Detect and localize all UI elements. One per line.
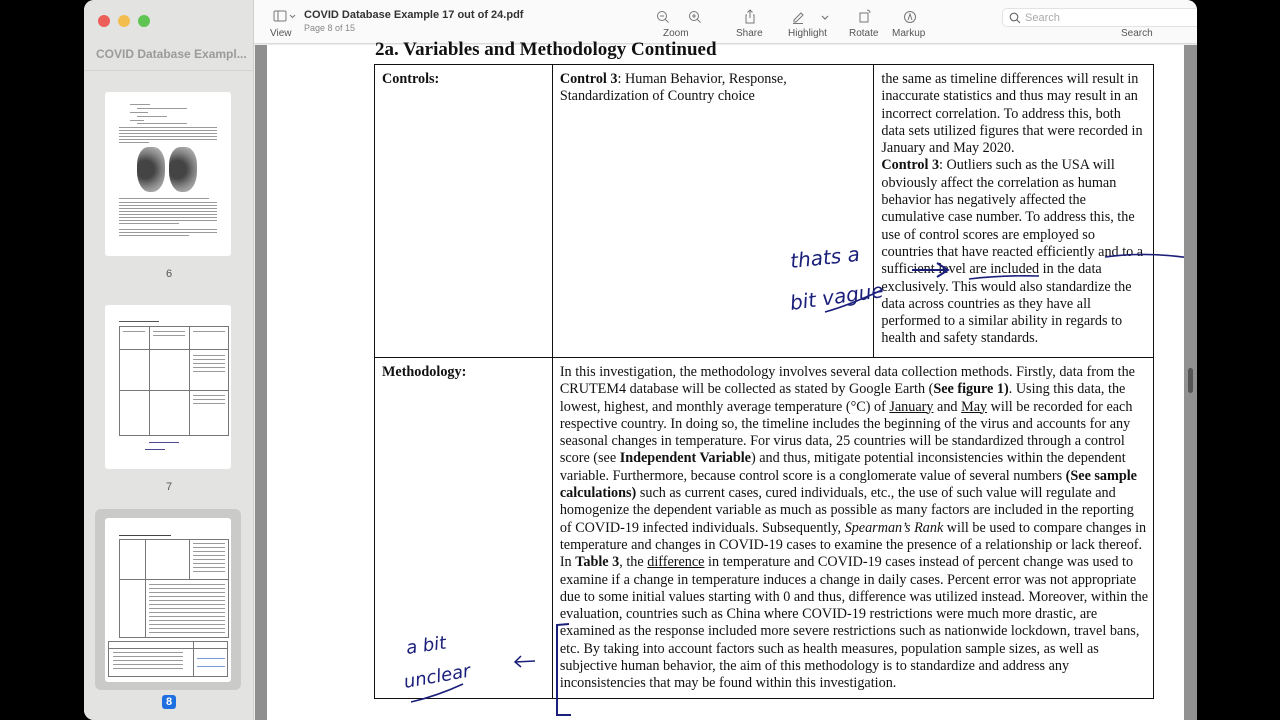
rotate-button[interactable]	[848, 9, 882, 41]
rotate-label: Rotate	[849, 28, 879, 39]
search-field[interactable]	[1002, 8, 1197, 27]
scrollbar-thumb[interactable]	[1188, 368, 1193, 393]
search-icon	[1009, 12, 1021, 24]
control-3-label-bold: Control 3	[881, 157, 940, 174]
view-label: View	[270, 28, 292, 39]
methodology-text-cell	[552, 358, 1153, 699]
sidebar-document-title: COVID Database Exampl...	[96, 47, 247, 61]
controls-label-cell	[375, 65, 553, 358]
markup-pen-circle-icon	[903, 10, 917, 24]
minimize-window-button[interactable]	[118, 15, 130, 27]
zoom-in-icon[interactable]	[688, 10, 702, 24]
thumbnail-page-8[interactable]	[105, 518, 231, 682]
divider	[84, 70, 254, 71]
toolbar	[254, 0, 1197, 44]
table-3-ref: Table 3	[575, 554, 620, 571]
methodology-text: . Using this data, the lowest, highest, and monthly average temperature (°C) of	[559, 381, 1126, 415]
document-viewport[interactable]	[255, 39, 1197, 720]
spearmans-rank-italic: Spearman’s Rank	[844, 519, 944, 536]
see-figure-1-ref: See figure 1)	[933, 381, 1009, 398]
vertical-scrollbar[interactable]	[1184, 45, 1197, 720]
controls-row	[375, 65, 1154, 358]
rotate-icon	[858, 9, 872, 24]
methodology-text: will be recorded for each respective country. In doing so, the timeline includes the beginning of the virus and accounts for any seasonal changes in temperature. For virus data, 25 countries will be standardized through a control score (see	[559, 398, 1133, 467]
control-3-title-bold: Control 3	[559, 71, 618, 87]
search-input[interactable]	[1025, 10, 1197, 25]
page-number-8-selected: 8	[162, 695, 176, 709]
methodology-text: such as current cases, cured individuals, etc., the use of such value will regulate and homogenize the dependent variable as much as possible as many factors are included in the reporting of COVID-19 infected individuals. Subsequently,	[559, 485, 1134, 536]
variables-methodology-table	[374, 64, 1154, 699]
fullscreen-window-button[interactable]	[138, 15, 150, 27]
difference-underlined: difference	[647, 554, 705, 571]
sidebar-toggle-icon	[272, 9, 298, 23]
zoom-group	[650, 9, 708, 41]
methodology-text: ) and thus, mitigate potential inconsistencies within the dependent variable. Furthermore, because control score is a conglomerate value of several numbers	[559, 450, 1126, 484]
methodology-row	[375, 358, 1154, 699]
control-3-title: : Human Behavior, Response, Standardization of Country choice	[559, 71, 787, 105]
control-3-description: : Outliers such as the USA will obviously affect the correlation as human behavior has negatively affected the cumulative case number. To address this, the use of control scores are employed so countries that have reacted efficiently and to a sufficient level are included in the data exclusively. This would also standardize the data across countries as they have all performed to a similar ability in regards to health and safety standards.	[881, 157, 1144, 347]
may-underlined: May	[961, 398, 988, 415]
methodology-text: , the	[619, 554, 648, 571]
svg-text:thats a: thats a	[789, 241, 861, 273]
highlight-label: Highlight	[788, 28, 827, 39]
view-menu-button[interactable]	[268, 9, 302, 39]
thumbnail-sidebar	[84, 0, 254, 720]
control-2-description: the same as timeline differences will result in inaccurate statistics and thus may result in an incorrect correlation. To address this, both data sets utilized figures that were recorded in January and May 2020.	[881, 71, 1143, 157]
section-heading: 2a. Variables and Methodology Continued	[375, 39, 717, 60]
markup-label: Markup	[892, 28, 926, 39]
preview-window	[84, 0, 1197, 720]
controls-label: Controls:	[382, 71, 440, 87]
thumbnail-page-6[interactable]	[105, 92, 231, 256]
methodology-text: and	[933, 398, 962, 415]
search-label: Search	[1121, 28, 1153, 39]
highlighter-pen-icon	[791, 10, 805, 24]
thumbnail-page-7[interactable]	[105, 305, 231, 469]
methodology-label-cell	[375, 358, 553, 699]
document-title: COVID Database Example 17 out of 24.pdf	[304, 9, 524, 21]
controls-title-cell	[552, 65, 874, 358]
pdf-page-8	[267, 39, 1184, 720]
methodology-text: in temperature and COVID-19 cases instead of percent change was used to examine if a change in temperature induces a change in daily cases. Percent error was not appropriate due to some initial values starting with 0 and thus, difference was utilized instead. Moreover, within the evaluation, countries such as China where COVID-19 restrictions were much more drastic, are examined as the response included more severe restrictions such as nationwide lockdown, travel bans, etc. By taking into account factors such as health measures, population sample sizes, as well as subjective human behavior, the aim of this methodology is to standardize and address any inconsistencies that may be found within this investigation.	[559, 554, 1149, 692]
highlight-button[interactable]	[782, 9, 838, 41]
page-number-6: 6	[165, 268, 173, 280]
share-icon	[743, 9, 757, 24]
methodology-text: will be used to compare changes in temperature and changes in COVID-19 cases to examine the presence of a relationship or lack thereof. In	[559, 519, 1147, 571]
share-button[interactable]	[734, 9, 766, 41]
lung-scan-image	[137, 147, 165, 192]
january-underlined: January	[889, 398, 934, 415]
methodology-text: In this investigation, the methodology involves several data collection methods. Firstly, data from the CRUTEM4 database will be collected as stated by Google Earth (	[559, 364, 1135, 398]
chevron-down-icon[interactable]	[820, 14, 830, 22]
share-label: Share	[736, 28, 763, 39]
svg-text:bit vague: bit vague	[788, 278, 885, 315]
close-window-button[interactable]	[98, 15, 110, 27]
window-controls	[98, 15, 150, 27]
markup-button[interactable]	[890, 9, 930, 41]
controls-description-cell	[874, 65, 1154, 358]
svg-text:a bit: a bit	[404, 632, 448, 659]
zoom-label: Zoom	[663, 28, 689, 39]
page-indicator: Page 8 of 15	[304, 23, 356, 33]
methodology-label: Methodology:	[382, 364, 467, 380]
sample-calculations-ref: (See sample calculations)	[559, 467, 1137, 502]
zoom-out-icon[interactable]	[656, 10, 670, 24]
svg-text:unclear: unclear	[402, 660, 473, 693]
page-number-7: 7	[165, 481, 173, 493]
independent-variable-ref: Independent Variable	[619, 450, 751, 467]
